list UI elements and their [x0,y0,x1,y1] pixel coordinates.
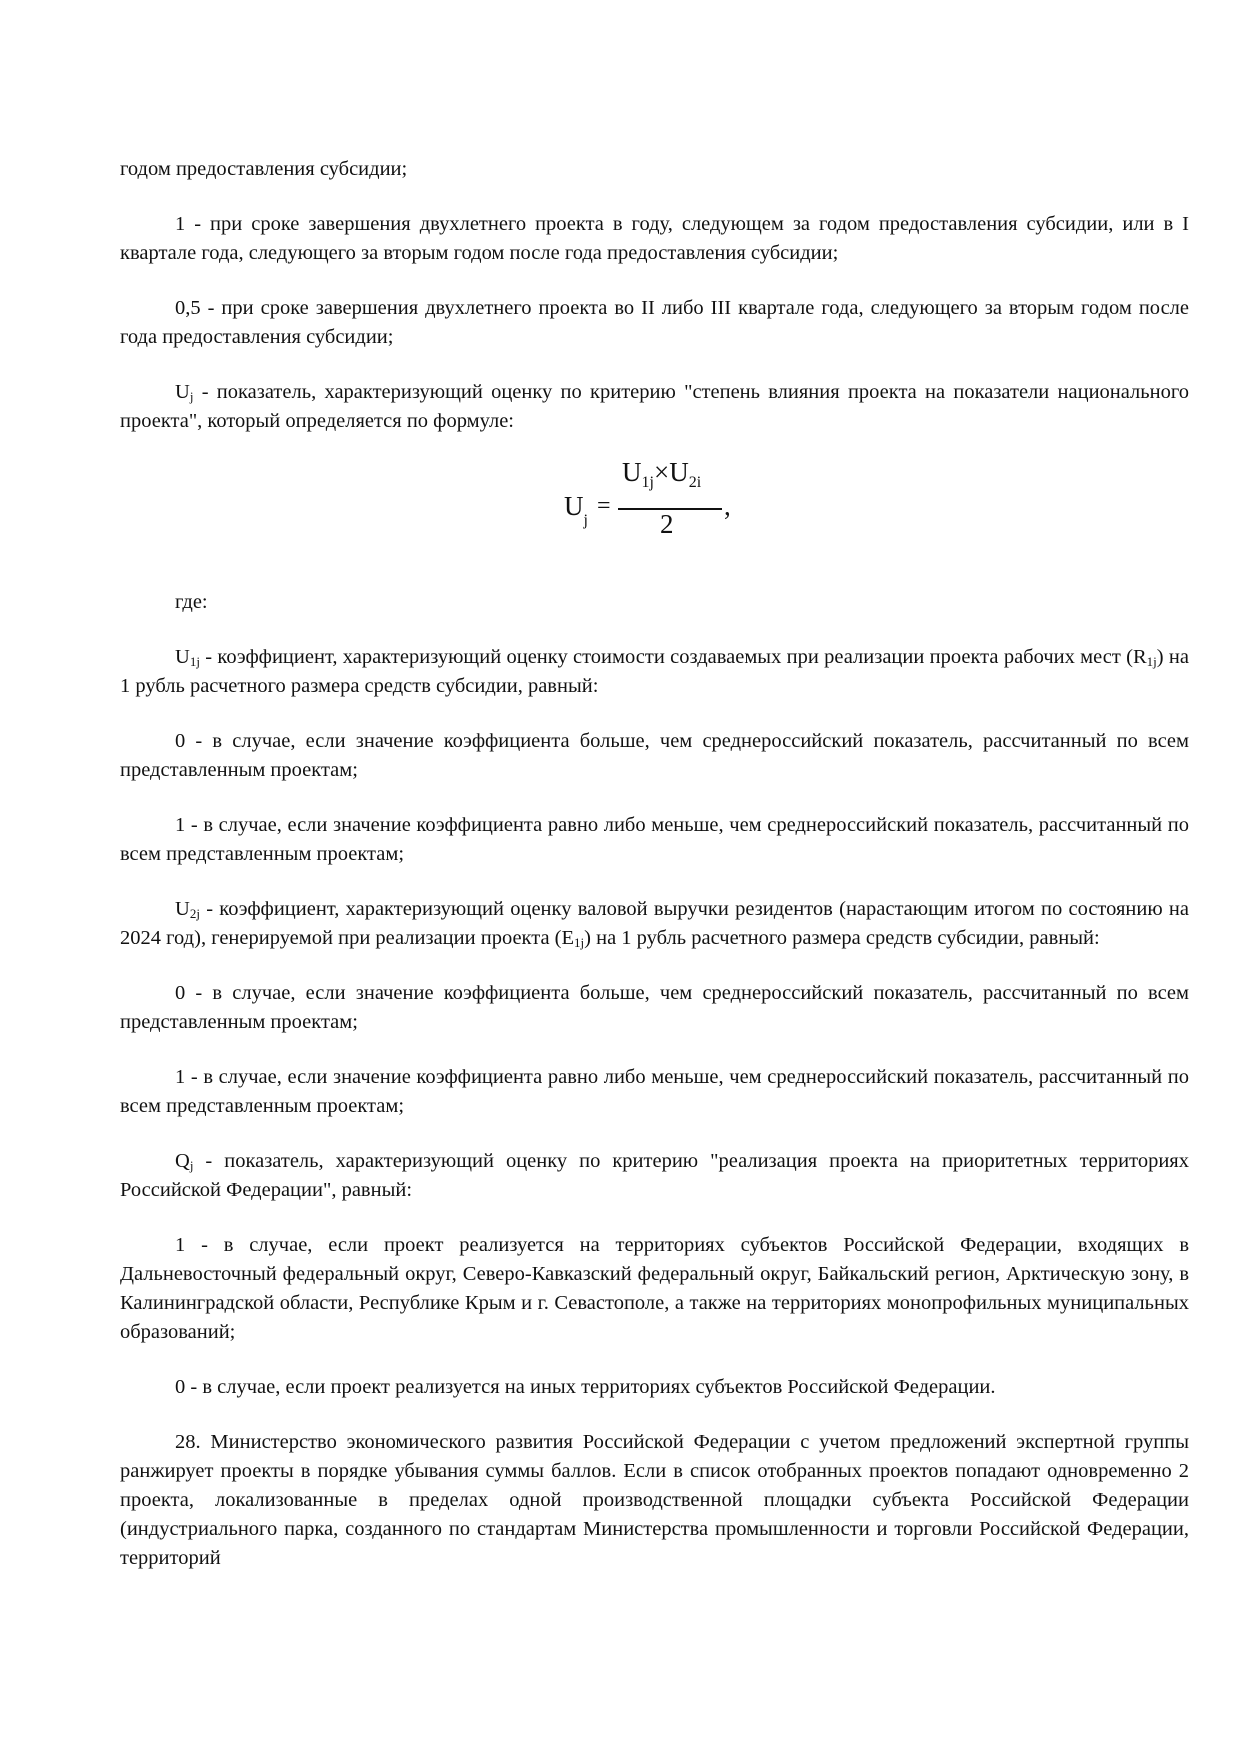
text: - показатель, характеризующий оценку по критерию "степень влияния проекта на показатели национального проекта", который определяется по формуле: [120,381,1189,432]
subscript: j [189,389,194,404]
symbol: U [175,381,190,403]
paragraph: 0 - в случае, если проект реализуется на иных территориях субъектов Российской Федерации. [175,1376,996,1398]
paragraph: $U_{1j}$ - коэффициент, характеризующий оценку стоимости создаваемых при реализации проекта рабочих мест $(R_{1j})$ на 1 рубль расчетного размера средств субсидии, равный: [120,646,1189,697]
paragraph [120,378,1189,436]
paragraph: годом предоставления субсидии; [120,158,408,180]
formula-numerator: $U_{1j}\times U_{2i}$ [622,457,702,491]
formula-lhs: $U_j$ [564,491,588,529]
document-page [120,155,1189,1599]
paragraph: 1 - в случае, если значение коэффициента равно либо меньше, чем среднероссийский показатель, рассчитанный по всем представленным проектам; [120,1066,1189,1117]
formula [120,457,1189,550]
formula-comma: , [724,491,731,521]
paragraph: где: [175,591,208,613]
paragraph: 0 - в случае, если значение коэффициента больше, чем среднероссийский показатель, рассчитанный по всем представленным проектам; [120,982,1189,1033]
formula-denominator: 2 [660,509,674,539]
paragraph: 1 - в случае, если значение коэффициента равно либо меньше, чем среднероссийский показатель, рассчитанный по всем представленным проектам; [120,814,1189,865]
paragraph: $U_{2j}$ - коэффициент, характеризующий оценку валовой выручки резидентов (нарастающим итогом по состоянию на 2024 год), генерируемой при реализации проекта $(E_{1j})$ на 1 рубль расчетного размера средств субсидии, равный: [120,898,1189,950]
paragraph: 1 - при сроке завершения двухлетнего проекта в году, следующем за годом предоставления субсидии, или в I квартале года, следующего за вторым годом после года предоставления субсидии; [120,213,1189,264]
formula-equals: = [597,493,611,519]
paragraph: 0,5 - при сроке завершения двухлетнего проекта во II либо III квартале года, следующего за вторым годом после года предоставления субсидии; [120,297,1189,348]
paragraph: $Q_j$ - показатель, характеризующий оценку по критерию "реализация проекта на приоритетных территориях Российской Федерации", равный: [120,1150,1189,1201]
paragraph: 1 - в случае, если проект реализуется на территориях субъектов Российской Федерации, входящих в Дальневосточный федеральный округ, Северо-Кавказский федеральный округ, Байкальский регион, Арктическую зону, в Калининградской области, Республике Крым и г. Севастополе, а также на территориях монопрофильных муниципальных образований; [120,1234,1189,1343]
paragraph: 0 - в случае, если значение коэффициента больше, чем среднероссийский показатель, рассчитанный по всем представленным проектам; [120,730,1189,781]
paragraph: 28. Министерство экономического развития Российской Федерации с учетом предложений экспертной группы ранжирует проекты в порядке убывания суммы баллов. Если в список отобранных проектов попадают одновременно 2 проекта, локализованные в пределах одной производственной площадки субъекта Российской Федерации (индустриального парка, созданного по стандартам Министерства промышленности и торговли Российской Федерации, территорий [120,1431,1189,1569]
